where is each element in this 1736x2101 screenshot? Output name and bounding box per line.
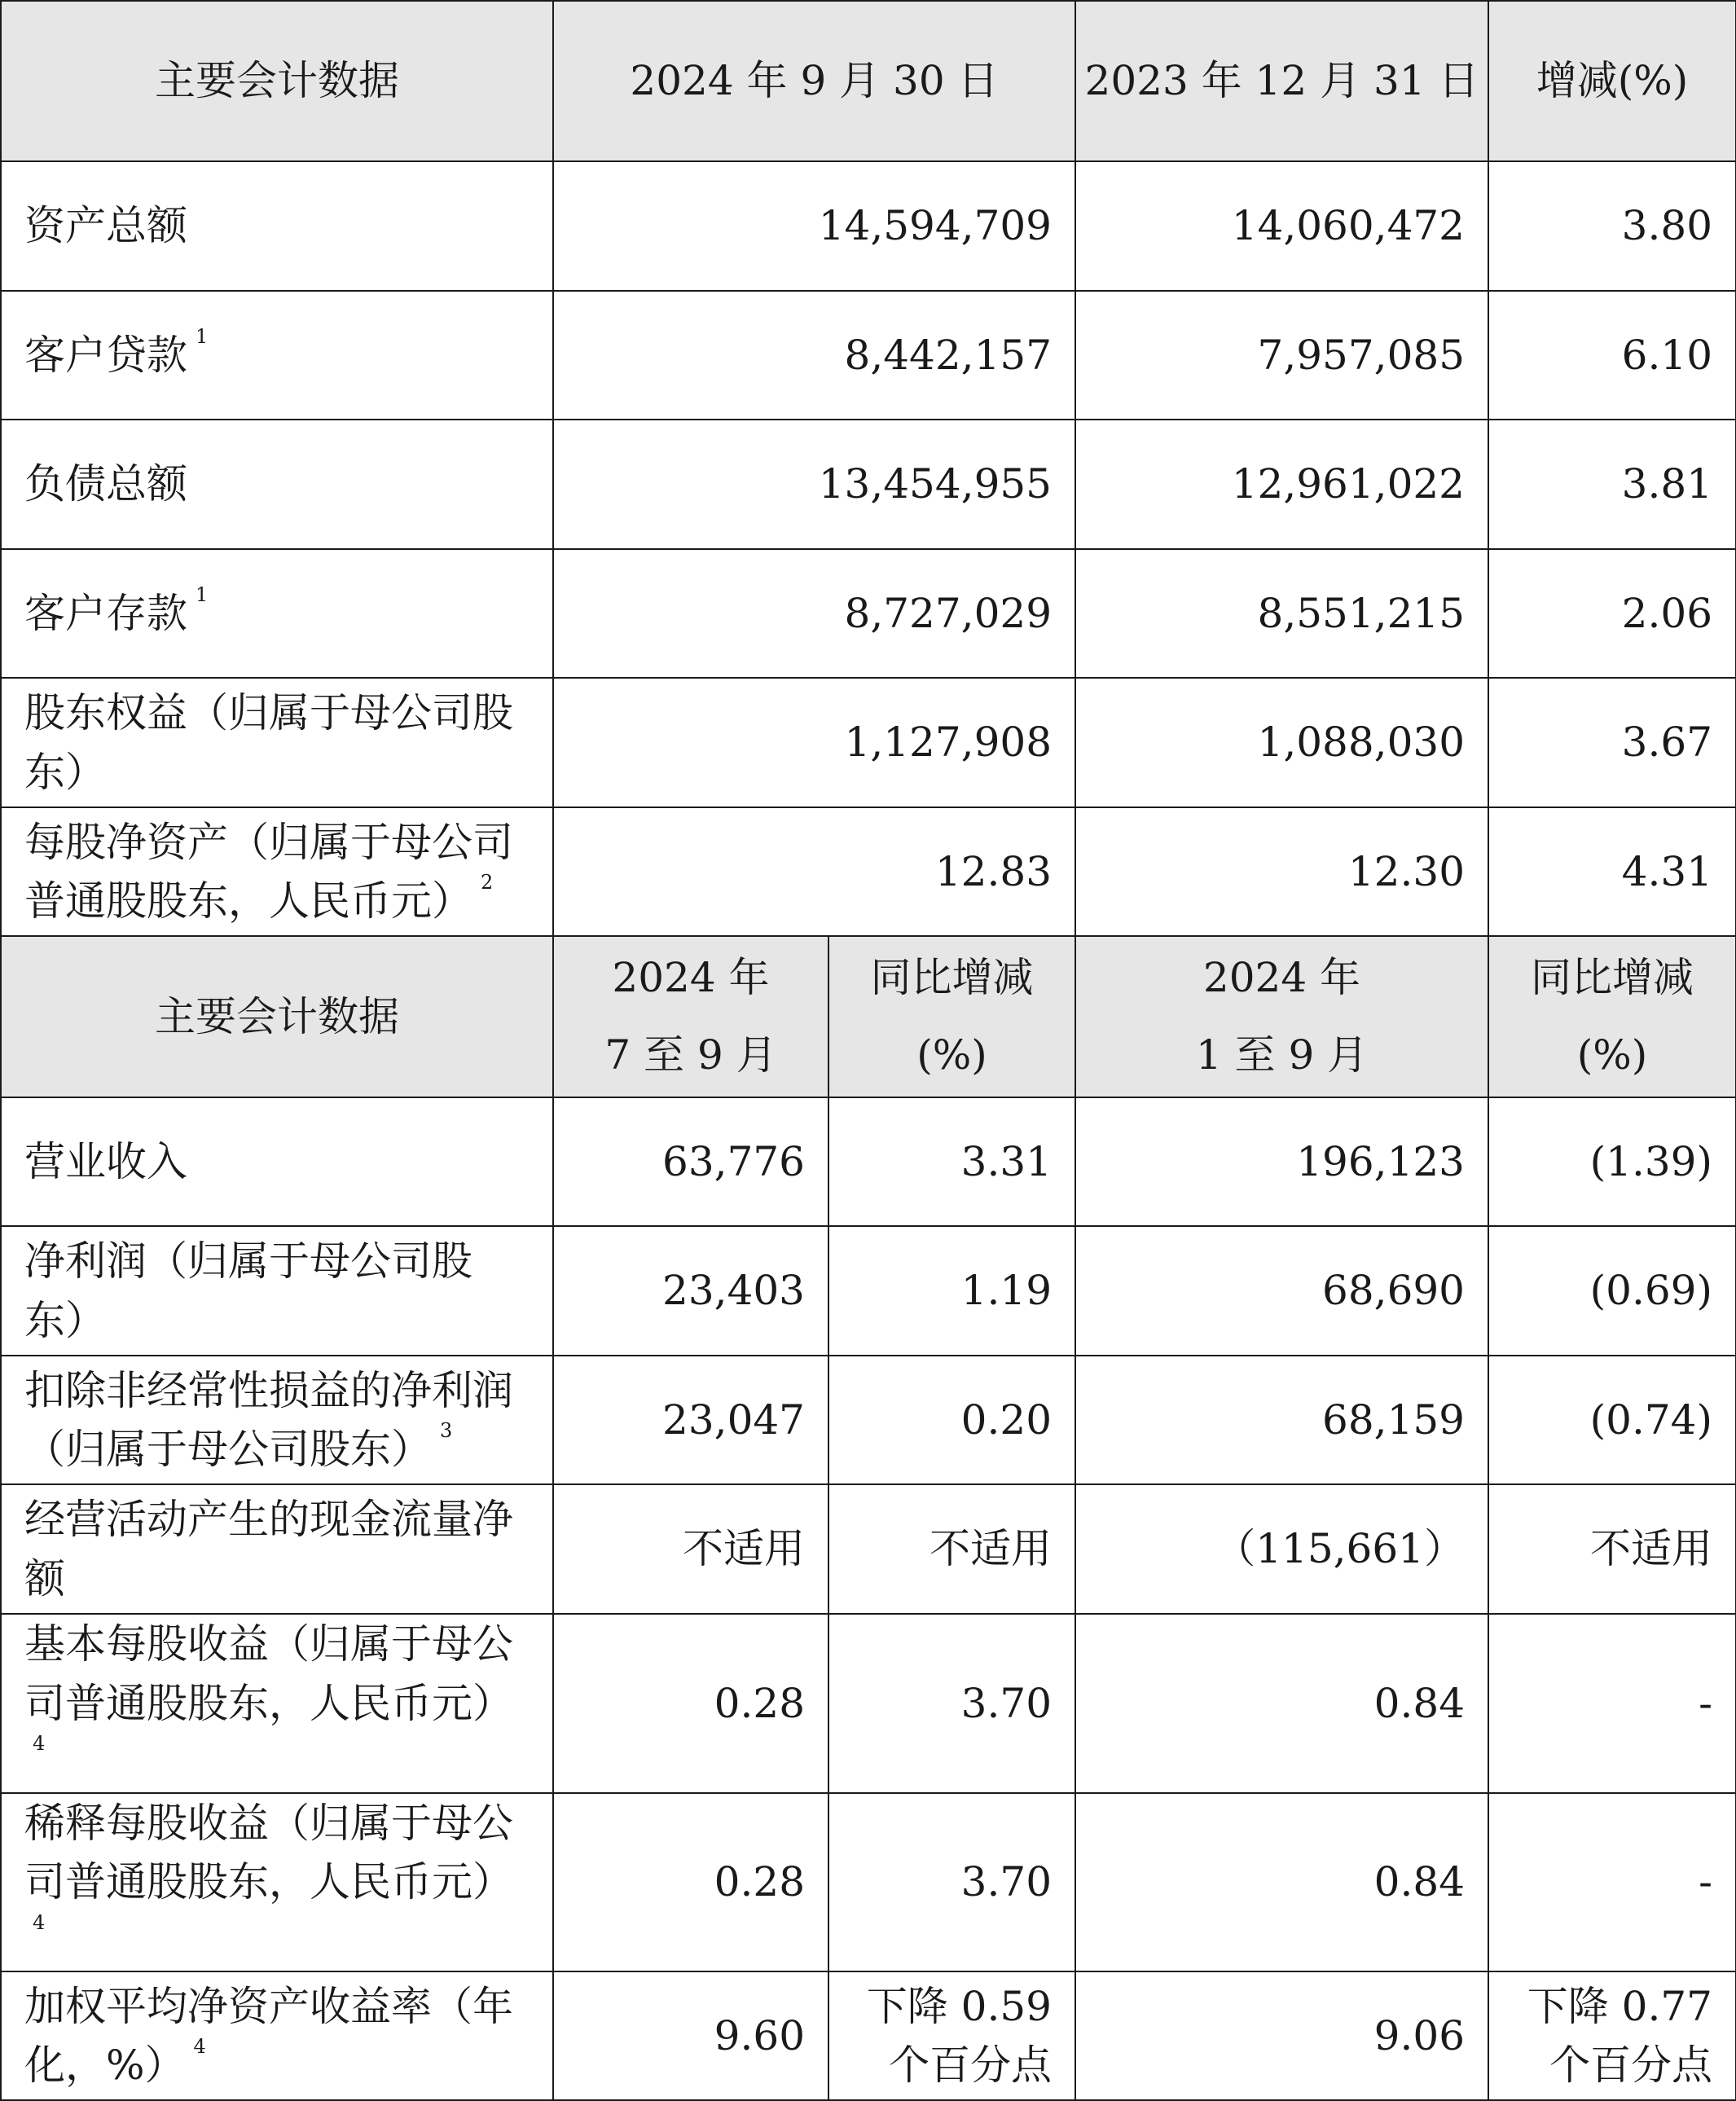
row-label-text: 扣除非经常性损益的净利润（归属于母公司股东） bbox=[24, 1366, 513, 1473]
value-cell: 2.06 bbox=[1488, 549, 1736, 678]
header-line: 2024 年 bbox=[612, 954, 770, 1001]
row-label-text: 负债总额 bbox=[24, 460, 187, 508]
value-cell: 下降 0.77 个百分点 bbox=[1488, 1971, 1736, 2100]
row-label bbox=[1, 1226, 553, 1356]
row-label-text: 每股净资产（归属于母公司普通股股东，人民币元） bbox=[24, 818, 513, 925]
value-cell: 63,776 bbox=[553, 1097, 828, 1226]
value-cell: 8,442,157 bbox=[553, 291, 1075, 420]
value-cell: 12.83 bbox=[553, 807, 1075, 936]
header-cell: 增减(%) bbox=[1488, 1, 1736, 161]
value-cell: 0.84 bbox=[1075, 1793, 1488, 1972]
value-cell: 下降 0.59 个百分点 bbox=[828, 1971, 1075, 2100]
footnote-marker: 4 bbox=[33, 1910, 46, 1934]
row-label-text: 营业收入 bbox=[24, 1137, 187, 1185]
row-label bbox=[1, 1484, 553, 1614]
row-label bbox=[1, 1356, 553, 1484]
value-cell: 3.31 bbox=[828, 1097, 1075, 1226]
value-cell: (1.39) bbox=[1488, 1097, 1736, 1226]
row-label bbox=[1, 161, 553, 291]
value-cell: - bbox=[1488, 1614, 1736, 1793]
value-cell: 23,403 bbox=[553, 1226, 828, 1356]
value-cell: 12,961,022 bbox=[1075, 420, 1488, 549]
header-line: 2024 年 bbox=[1202, 954, 1361, 1001]
row-label bbox=[1, 807, 553, 936]
value-cell: （115,661） bbox=[1075, 1484, 1488, 1614]
value-cell: 3.67 bbox=[1488, 678, 1736, 807]
header-cell bbox=[828, 936, 1075, 1097]
table-row bbox=[1, 807, 1736, 936]
value-cell: 3.80 bbox=[1488, 161, 1736, 291]
section2-header-row bbox=[1, 936, 1736, 1097]
table-row bbox=[1, 1793, 1736, 1972]
value-cell: 6.10 bbox=[1488, 291, 1736, 420]
value-cell: 0.28 bbox=[553, 1793, 828, 1972]
row-label-text: 加权平均净资产收益率（年化，%） bbox=[24, 1982, 513, 2089]
value-cell: 0.28 bbox=[553, 1614, 828, 1793]
footnote-marker: 1 bbox=[196, 324, 209, 348]
footnote-marker: 4 bbox=[33, 1732, 46, 1755]
header-line: (%) bbox=[916, 1031, 987, 1079]
row-label-text: 资产总额 bbox=[24, 202, 187, 250]
table-row bbox=[1, 291, 1736, 420]
row-label-text: 股东权益（归属于母公司股东） bbox=[24, 689, 513, 796]
table-row bbox=[1, 1097, 1736, 1226]
header-line: 同比增减 bbox=[870, 954, 1034, 1001]
value-cell: 7,957,085 bbox=[1075, 291, 1488, 420]
value-cell: - bbox=[1488, 1793, 1736, 1972]
row-label bbox=[1, 1971, 553, 2100]
footnote-marker: 2 bbox=[481, 871, 494, 894]
footnote-marker: 1 bbox=[196, 582, 209, 606]
value-cell: 9.60 bbox=[553, 1971, 828, 2100]
header-cell: 2024 年 9 月 30 日 bbox=[553, 1, 1075, 161]
value-cell: 不适用 bbox=[828, 1484, 1075, 1614]
value-cell: 3.70 bbox=[828, 1614, 1075, 1793]
row-label-text: 客户存款 bbox=[24, 589, 187, 637]
row-label-text: 客户贷款 bbox=[24, 331, 187, 379]
header-line: (%) bbox=[1576, 1031, 1648, 1079]
table-row bbox=[1, 1226, 1736, 1356]
row-label bbox=[1, 549, 553, 678]
header-cell bbox=[1488, 936, 1736, 1097]
table-row bbox=[1, 161, 1736, 291]
table-row bbox=[1, 549, 1736, 678]
header-line: 1 至 9 月 bbox=[1195, 1031, 1369, 1079]
row-label-text: 净利润（归属于母公司股东） bbox=[24, 1237, 472, 1344]
table-row bbox=[1, 1971, 1736, 2100]
value-cell: (0.69) bbox=[1488, 1226, 1736, 1356]
value-cell: 9.06 bbox=[1075, 1971, 1488, 2100]
value-cell: 不适用 bbox=[1488, 1484, 1736, 1614]
value-cell: 1.19 bbox=[828, 1226, 1075, 1356]
table-row bbox=[1, 1614, 1736, 1793]
value-cell: 23,047 bbox=[553, 1356, 828, 1484]
value-cell: 14,060,472 bbox=[1075, 161, 1488, 291]
table-row bbox=[1, 1484, 1736, 1614]
value-cell: 不适用 bbox=[553, 1484, 828, 1614]
row-label bbox=[1, 1793, 553, 1972]
header-line: 同比增减 bbox=[1531, 954, 1694, 1001]
table-row bbox=[1, 420, 1736, 549]
value-cell: 13,454,955 bbox=[553, 420, 1075, 549]
row-label bbox=[1, 678, 553, 807]
value-cell: 68,690 bbox=[1075, 1226, 1488, 1356]
row-label bbox=[1, 1614, 553, 1793]
value-cell: 3.81 bbox=[1488, 420, 1736, 549]
value-cell: 8,727,029 bbox=[553, 549, 1075, 678]
value-cell: 1,127,908 bbox=[553, 678, 1075, 807]
value-cell: 0.84 bbox=[1075, 1614, 1488, 1793]
footnote-marker: 3 bbox=[440, 1419, 453, 1442]
table-row bbox=[1, 1356, 1736, 1484]
value-cell: 12.30 bbox=[1075, 807, 1488, 936]
header-cell: 2023 年 12 月 31 日 bbox=[1075, 1, 1488, 161]
value-cell: (0.74) bbox=[1488, 1356, 1736, 1484]
value-cell: 8,551,215 bbox=[1075, 549, 1488, 678]
header-cell: 主要会计数据 bbox=[1, 1, 553, 161]
row-label-text: 稀释每股收益（归属于母公司普通股股东，人民币元） bbox=[24, 1799, 513, 1905]
value-cell: 196,123 bbox=[1075, 1097, 1488, 1226]
value-cell: 4.31 bbox=[1488, 807, 1736, 936]
footnote-marker: 4 bbox=[193, 2035, 206, 2058]
value-cell: 14,594,709 bbox=[553, 161, 1075, 291]
row-label bbox=[1, 1097, 553, 1226]
row-label bbox=[1, 291, 553, 420]
row-label bbox=[1, 420, 553, 549]
value-cell: 1,088,030 bbox=[1075, 678, 1488, 807]
header-cell bbox=[1075, 936, 1488, 1097]
value-cell: 0.20 bbox=[828, 1356, 1075, 1484]
value-cell: 68,159 bbox=[1075, 1356, 1488, 1484]
header-line: 7 至 9 月 bbox=[604, 1031, 777, 1079]
header-cell bbox=[553, 936, 828, 1097]
row-label-text: 经营活动产生的现金流量净额 bbox=[24, 1496, 513, 1602]
value-cell: 3.70 bbox=[828, 1793, 1075, 1972]
section1-header-row bbox=[1, 1, 1736, 161]
table-row bbox=[1, 678, 1736, 807]
row-label-text: 基本每股收益（归属于母公司普通股股东，人民币元） bbox=[24, 1620, 513, 1727]
header-cell: 主要会计数据 bbox=[1, 936, 553, 1097]
